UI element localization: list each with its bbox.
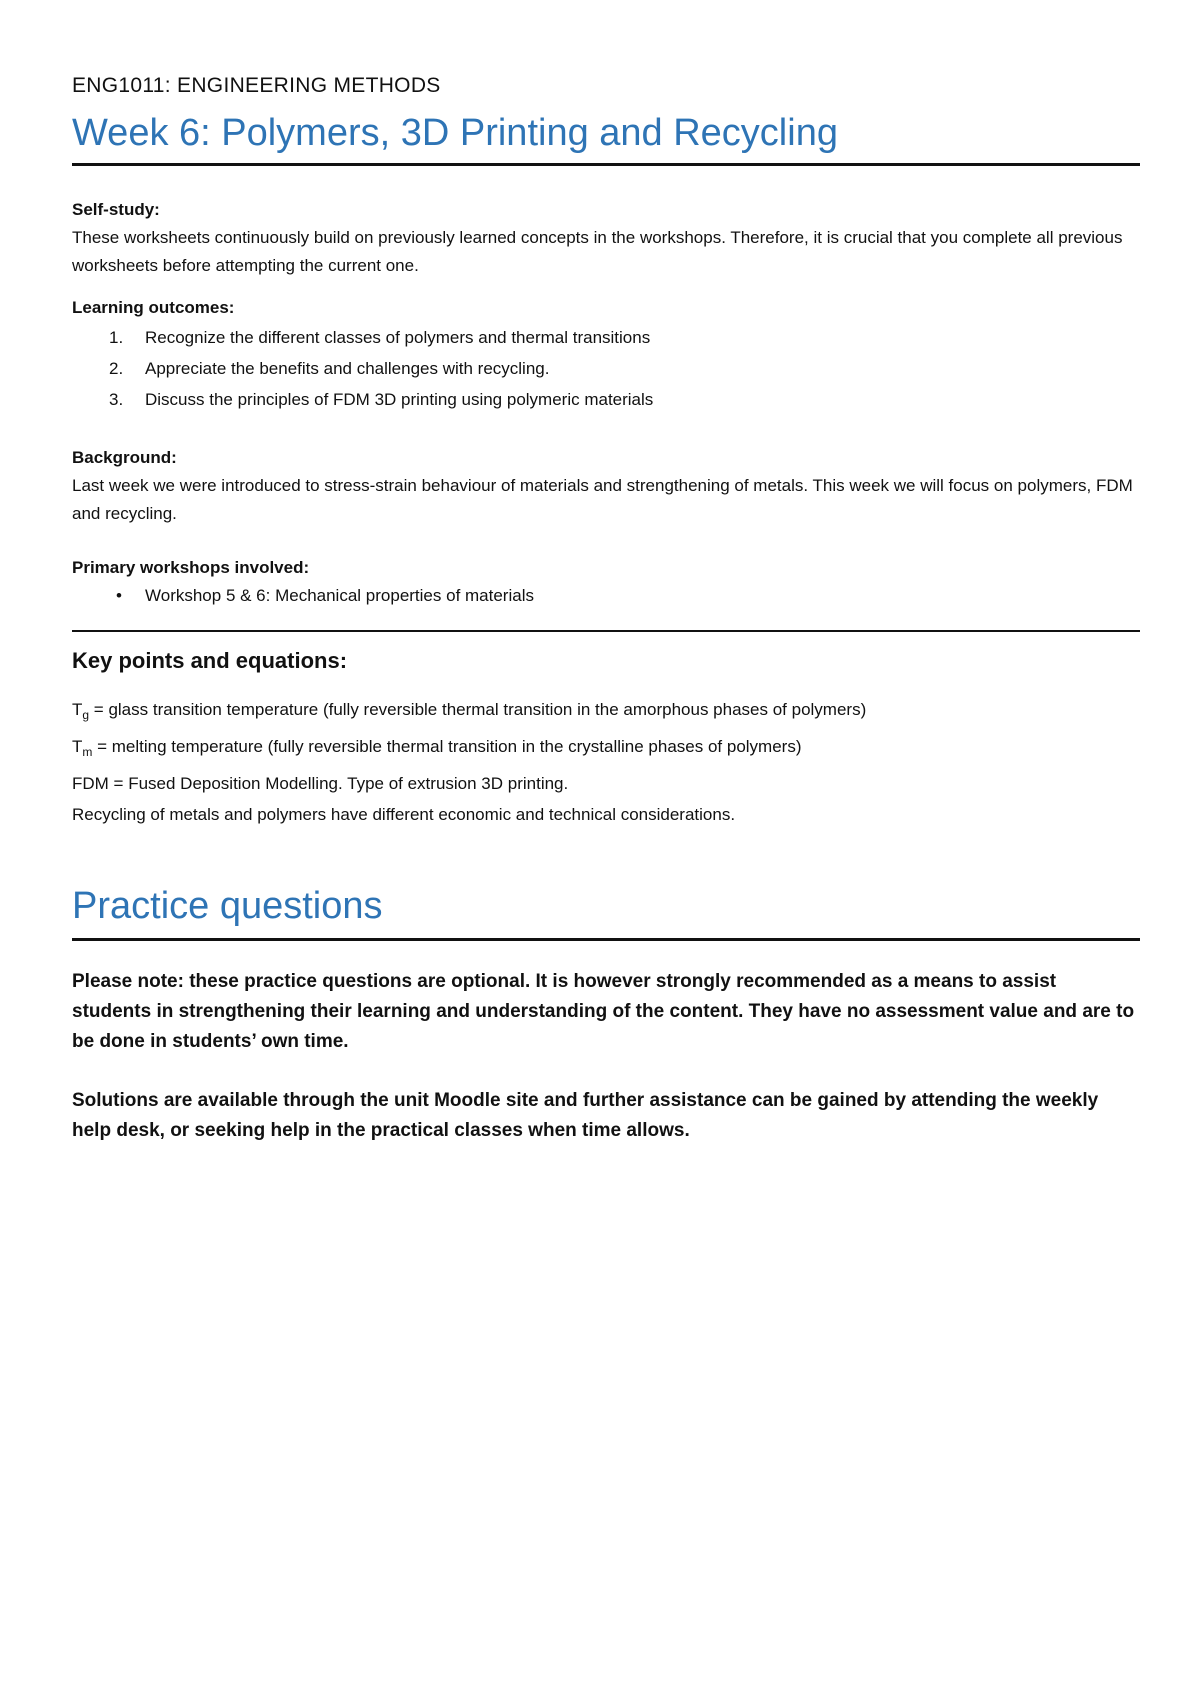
learning-outcome-item bbox=[72, 322, 1140, 353]
key-point-text: = melting temperature (fully reversible thermal transition in the crystalline phases of polymers) bbox=[92, 737, 802, 756]
list-number: 1. bbox=[109, 328, 124, 347]
learning-outcomes-section bbox=[72, 294, 1140, 415]
week-title: Week 6: Polymers, 3D Printing and Recycling bbox=[72, 112, 838, 154]
key-point-text: FDM = Fused Deposition Modelling. Type of extrusion 3D printing. bbox=[72, 774, 569, 793]
learning-outcome-item bbox=[72, 353, 1140, 384]
primary-workshops-list bbox=[72, 582, 1140, 610]
self-study-text: These worksheets continuously build on previously learned concepts in the workshops. Therefore, it is crucial that you complete all previous worksheets before attempting the current one. bbox=[72, 228, 1123, 275]
title-divider bbox=[72, 163, 1140, 166]
key-point-text: Recycling of metals and polymers have different economic and technical considerations. bbox=[72, 805, 736, 824]
primary-workshops-section bbox=[72, 554, 1140, 610]
practice-questions-title: Practice questions bbox=[72, 885, 383, 927]
solutions-note: Solutions are available through the unit Moodle site and further assistance can be gained by attending the weekly help desk, or seeking help in the practical classes when time allows. bbox=[72, 1090, 1099, 1141]
symbol-subscript: m bbox=[82, 745, 93, 759]
learning-outcome-item bbox=[72, 384, 1140, 415]
course-code: ENG1011: ENGINEERING METHODS bbox=[72, 74, 441, 97]
key-point-text: = glass transition temperature (fully reversible thermal transition in the amorphous phases of polymers) bbox=[89, 700, 867, 719]
key-point-line bbox=[72, 694, 1140, 731]
section-divider bbox=[72, 630, 1140, 632]
bullet-icon: • bbox=[116, 586, 122, 605]
workshop-text: Workshop 5 & 6: Mechanical properties of materials bbox=[145, 586, 534, 605]
symbol-subscript: g bbox=[82, 708, 90, 722]
learning-outcome-text: Appreciate the benefits and challenges with recycling. bbox=[145, 359, 550, 378]
primary-workshops-label: Primary workshops involved: bbox=[72, 558, 310, 577]
symbol: T bbox=[72, 737, 83, 756]
workshop-item bbox=[72, 582, 1140, 610]
background-text: Last week we were introduced to stress-strain behaviour of materials and strengthening of metals. This week we will focus on polymers, FDM and recycling. bbox=[72, 476, 1133, 523]
learning-outcomes-label: Learning outcomes: bbox=[72, 298, 235, 317]
self-study-section bbox=[72, 196, 1140, 280]
learning-outcomes-list bbox=[72, 322, 1140, 415]
key-point-line bbox=[72, 731, 1140, 768]
key-points-title: Key points and equations: bbox=[72, 648, 348, 673]
background-label: Background: bbox=[72, 448, 177, 467]
key-point-line bbox=[72, 768, 1140, 799]
key-point-line bbox=[72, 799, 1140, 830]
background-section bbox=[72, 444, 1140, 528]
list-number: 3. bbox=[109, 390, 124, 409]
practice-note: Please note: these practice questions are optional. It is however strongly recommended as a means to assist students in strengthening their learning and understanding of the content. They have no assessment value and are to be done in students’ own time. bbox=[72, 971, 1135, 1052]
key-points-list bbox=[72, 694, 1140, 830]
learning-outcome-text: Discuss the principles of FDM 3D printing using polymeric materials bbox=[145, 390, 654, 409]
list-number: 2. bbox=[109, 359, 124, 378]
symbol: T bbox=[72, 700, 83, 719]
self-study-label: Self-study: bbox=[72, 200, 160, 219]
learning-outcome-text: Recognize the different classes of polymers and thermal transitions bbox=[145, 328, 651, 347]
practice-divider bbox=[72, 938, 1140, 941]
